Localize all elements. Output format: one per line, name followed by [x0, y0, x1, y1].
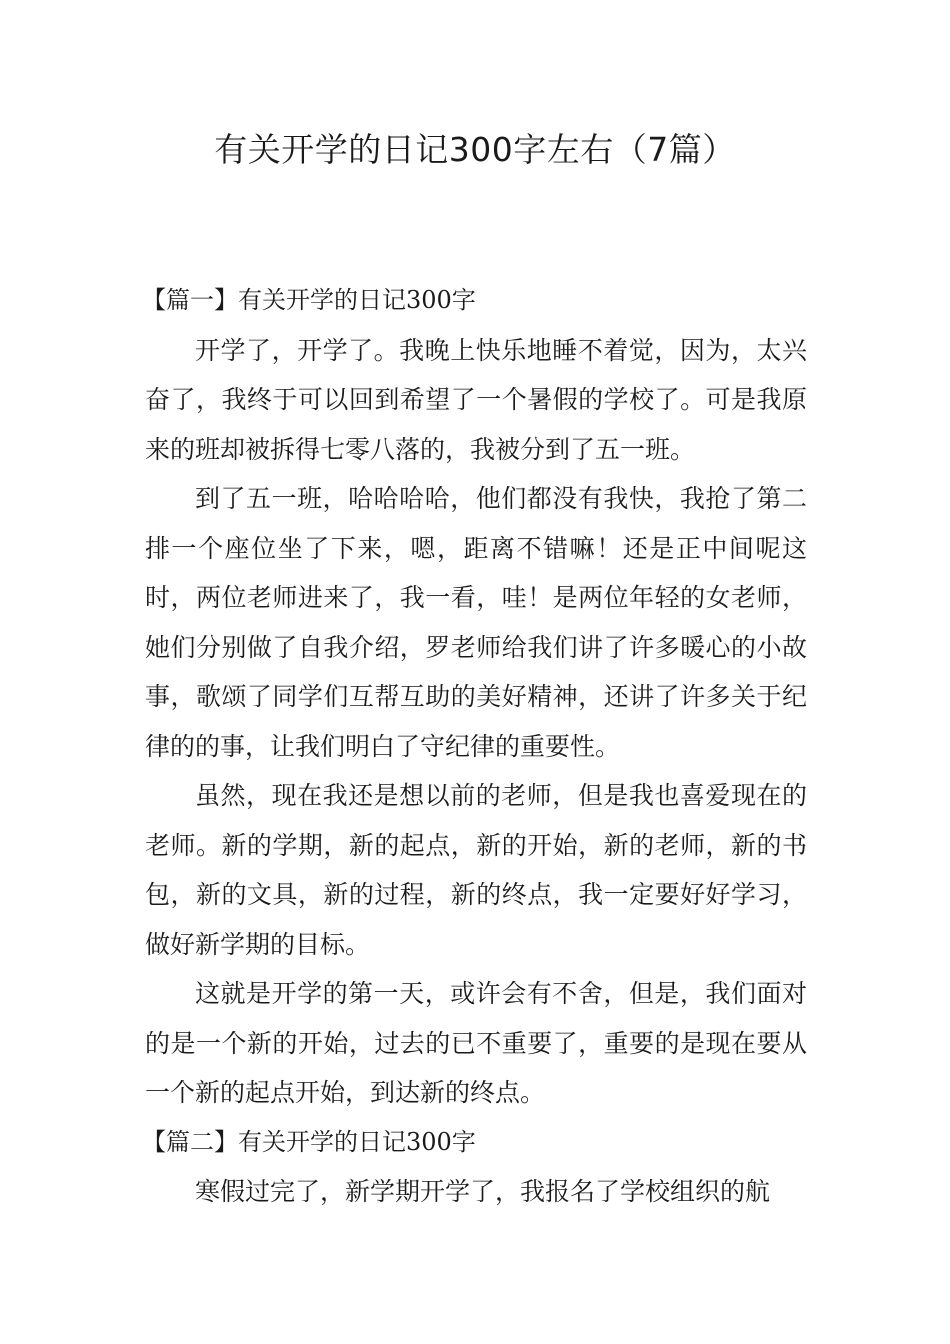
paragraph: 这就是开学的第一天，或许会有不舍，但是，我们面对的是一个新的开始，过去的已不重要了，重要的是现在要从一个新的起点开始，到达新的终点。: [145, 979, 807, 1107]
document-body: [142, 276, 807, 1217]
section-heading: 【篇一】有关开学的日记300字: [142, 286, 476, 314]
document-title: 有关开学的日记300字左右（7篇）: [214, 130, 736, 169]
paragraph: 寒假过完了，新学期开学了，我报名了学校组织的航: [195, 1177, 771, 1206]
paragraph: 开学了，开学了。我晚上快乐地睡不着觉，因为，太兴奋了，我终于可以回到希望了一个暑假的学校了。可是我原来的班却被拆得七零八落的，我被分到了五一班。: [145, 335, 807, 464]
paragraph: 虽然，现在我还是想以前的老师，但是我也喜爱现在的老师。新的学期，新的起点，新的开始，新的老师，新的书包，新的文具，新的过程，新的终点，我一定要好好学习，做好新学期的目标。: [145, 781, 807, 959]
section-heading: 【篇二】有关开学的日记300字: [142, 1127, 476, 1156]
paragraph: 到了五一班，哈哈哈哈，他们都没有我快，我抢了第二排一个座位坐了下来，嗯，距离不错嘛！还是正中间呢这时，两位老师进来了，我一看，哇！是两位年轻的女老师，她们分别做了自我介绍，罗老师给我们讲了许多暖心的小故事，歌颂了同学们互帮互助的美好精神，还讲了许多关于纪律的的事，让我们明白了守纪律的重要性。: [145, 484, 807, 761]
